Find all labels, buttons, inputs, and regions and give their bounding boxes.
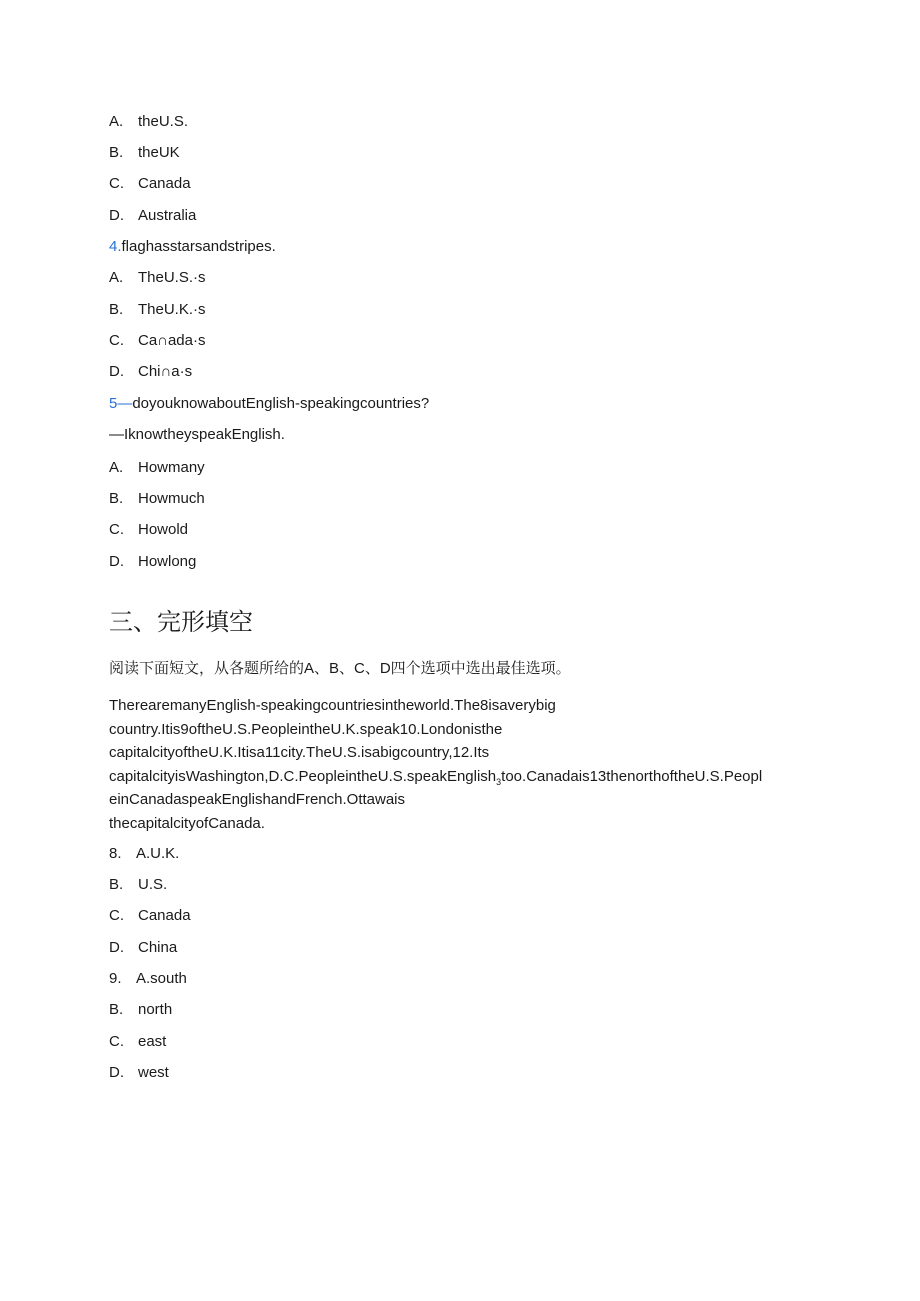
q9-option-a bbox=[109, 969, 187, 989]
q5-option-a bbox=[109, 458, 205, 478]
option-letter: D. bbox=[109, 553, 124, 570]
q8-option-a bbox=[109, 844, 179, 864]
q4-option-d bbox=[109, 362, 192, 382]
q3-option-b bbox=[109, 143, 180, 163]
q5-answer-line: —IknowtheyspeakEnglish. bbox=[109, 426, 285, 443]
option-text: U.S. bbox=[138, 876, 168, 893]
option-letter: D. bbox=[109, 1064, 124, 1081]
option-letter: D. bbox=[109, 363, 124, 380]
option-text: Howmany bbox=[138, 459, 205, 476]
q8-option-c bbox=[109, 906, 191, 926]
q8-option-b bbox=[109, 875, 167, 895]
option-text: west bbox=[138, 1064, 169, 1081]
question-number: 5— bbox=[109, 395, 133, 412]
passage-line: thecapitalcityofCanada. bbox=[109, 814, 265, 832]
passage-segment: capitalcityisWashington,D.C.PeopleintheU.S.speakEnglish bbox=[109, 767, 497, 785]
passage-line: capitalcityoftheU.K.Itisa11city.TheU.S.isabigcountry,12.Its bbox=[109, 744, 490, 762]
q3-option-a bbox=[109, 112, 188, 132]
q4-option-a bbox=[109, 268, 206, 288]
passage-segment: too.Canadais13thenorthoftheU.S.Peopl bbox=[501, 767, 763, 785]
question-text: doyouknowaboutEnglish-speakingcountries? bbox=[132, 395, 430, 412]
passage-line: TherearemanyEnglish-speakingcountriesintheworld.The8isaverybig bbox=[109, 697, 556, 714]
question-number: 8. bbox=[109, 845, 122, 862]
q4-stem bbox=[109, 237, 276, 257]
q3-option-c bbox=[109, 174, 191, 194]
section-title: 三、完形填空 bbox=[109, 609, 253, 636]
passage-line: country.Itis9oftheU.S.PeopleintheU.K.speak10.Londonisthe bbox=[109, 720, 503, 738]
option-text: TheU.K.·s bbox=[138, 301, 206, 318]
question-number: 4. bbox=[109, 238, 122, 255]
option-text: Canada bbox=[138, 175, 191, 192]
passage-line bbox=[109, 765, 799, 789]
option-text: Howlong bbox=[138, 553, 197, 570]
option-text: A.U.K. bbox=[136, 845, 180, 862]
option-letter: B. bbox=[109, 144, 124, 161]
question-number: 9. bbox=[109, 970, 122, 987]
section-instruction: 阅读下面短文，从各题所给的A、B、C、D四个选项中选出最佳选项。 bbox=[109, 660, 571, 677]
option-text: Howold bbox=[138, 521, 189, 538]
option-letter: D. bbox=[109, 939, 124, 956]
option-letter: B. bbox=[109, 1001, 124, 1018]
option-letter: C. bbox=[109, 175, 124, 192]
option-text: China bbox=[138, 939, 178, 956]
q4-option-c bbox=[109, 331, 205, 351]
q5-stem bbox=[109, 394, 429, 414]
option-letter: A. bbox=[109, 113, 124, 130]
cloze-passage bbox=[109, 694, 799, 836]
option-text: Australia bbox=[138, 207, 197, 224]
q5-option-d bbox=[109, 552, 196, 572]
option-letter: C. bbox=[109, 332, 124, 349]
q9-option-c bbox=[109, 1032, 166, 1052]
option-letter: C. bbox=[109, 521, 124, 538]
option-text: Chi∩a·s bbox=[138, 363, 193, 380]
question-text: flaghasstarsandstripes. bbox=[121, 238, 276, 255]
option-letter: B. bbox=[109, 301, 124, 318]
option-text: Ca∩ada·s bbox=[138, 332, 206, 349]
option-letter: A. bbox=[109, 459, 124, 476]
option-letter: D. bbox=[109, 207, 124, 224]
q9-option-d bbox=[109, 1063, 169, 1083]
option-letter: C. bbox=[109, 1033, 124, 1050]
option-letter: A. bbox=[109, 269, 124, 286]
option-letter: B. bbox=[109, 490, 124, 507]
option-letter: C. bbox=[109, 907, 124, 924]
q3-option-d bbox=[109, 206, 196, 226]
option-text: Canada bbox=[138, 907, 191, 924]
option-text: theU.S. bbox=[138, 113, 189, 130]
q8-option-d bbox=[109, 938, 177, 958]
option-text: A.south bbox=[136, 970, 187, 987]
q5-option-b bbox=[109, 489, 205, 509]
option-text: TheU.S.·s bbox=[138, 269, 206, 286]
passage-line: einCanadaspeakEnglishandFrench.Ottawais bbox=[109, 791, 406, 809]
option-text: east bbox=[138, 1033, 167, 1050]
option-text: north bbox=[138, 1001, 173, 1018]
q4-option-b bbox=[109, 300, 206, 320]
option-text: Howmuch bbox=[138, 490, 205, 507]
option-text: theUK bbox=[138, 144, 180, 161]
passage-subscript: 3 bbox=[496, 776, 502, 787]
q5-option-c bbox=[109, 520, 188, 540]
option-letter: B. bbox=[109, 876, 124, 893]
q9-option-b bbox=[109, 1000, 172, 1020]
